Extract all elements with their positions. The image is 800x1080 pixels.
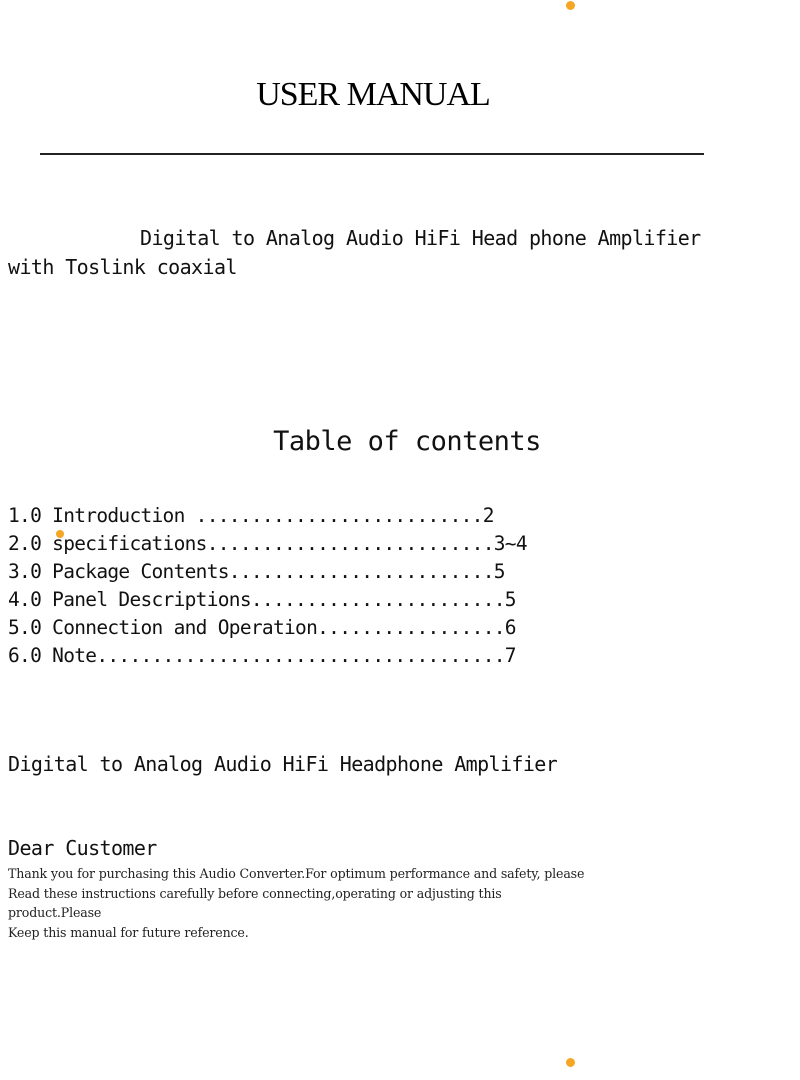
toc-entry-introduction: 1.0 Introduction ..........................2 (8, 504, 494, 527)
intro-paragraph (8, 864, 584, 942)
body-line: Read these instructions carefully before connecting,operating or adjusting this (8, 885, 502, 901)
decorative-dot (566, 1058, 575, 1067)
table-of-contents (8, 502, 527, 670)
toc-entry-specifications: 2.0 specifications..........................3~4 (8, 532, 527, 555)
greeting: Dear Customer (8, 836, 157, 860)
toc-entry-panel-descriptions: 4.0 Panel Descriptions.......................5 (8, 588, 516, 611)
body-line: product.Please (8, 905, 102, 920)
toc-entry-connection-operation: 5.0 Connection and Operation.................6 (8, 616, 516, 639)
toc-entry-package-contents: 3.0 Package Contents........................5 (8, 560, 505, 583)
document-title: USER MANUAL (256, 76, 490, 113)
product-subtitle: Digital to Analog Audio HiFi Head phone Amplifier with Toslink coaxial (8, 226, 701, 279)
title-divider (40, 153, 704, 155)
body-line: Thank you for purchasing this Audio Converter.For optimum performance and safety, please (8, 866, 585, 881)
toc-heading: Table of contents (273, 426, 541, 457)
toc-entry-note: 6.0 Note.....................................7 (8, 644, 516, 667)
section-heading: Digital to Analog Audio HiFi Headphone Amplifier (8, 752, 558, 776)
decorative-dot (566, 1, 575, 10)
body-line: Keep this manual for future reference. (8, 924, 249, 940)
